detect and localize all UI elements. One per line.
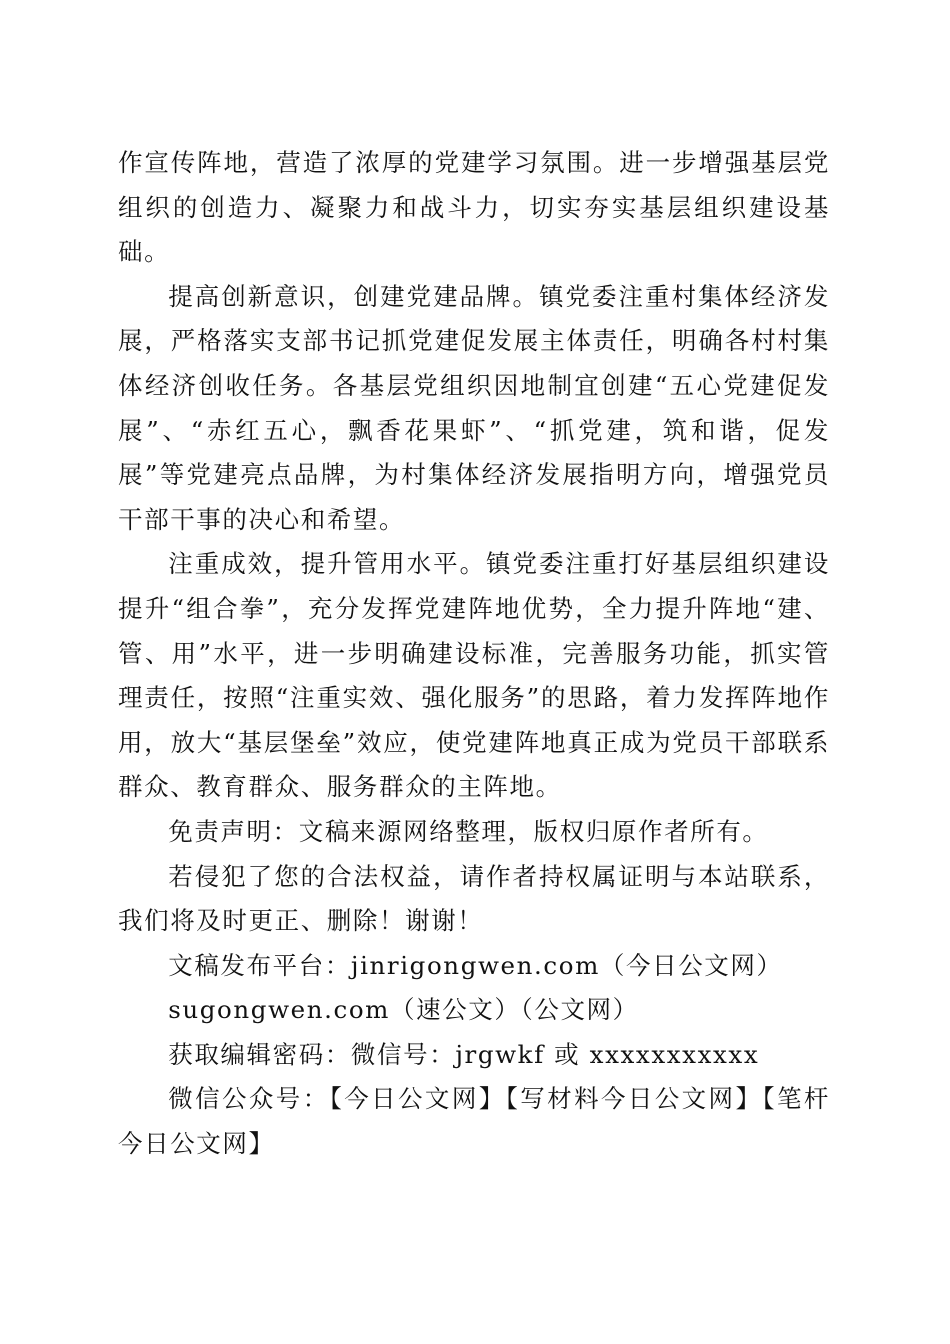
paragraph-1: 作宣传阵地，营造了浓厚的党建学习氛围。进一步增强基层党组织的创造力、凝聚力和战斗力，切实夯实基层组织建设基础。 <box>118 148 830 267</box>
paragraph-2: 提高创新意识，创建党建品牌。镇党委注重村集体经济发展，严格落实支部书记抓党建促发展主体责任，明确各村村集体经济创收任务。各基层党组织因地制宜创建“五心党建促发展”、“赤红五心，飘香花果虾”、“抓党建，筑和谐，促发展”等党建亮点品牌，为村集体经济发展指明方向，增强党员干部干事的决心和希望。 <box>118 281 830 534</box>
edit-password-info: 获取编辑密码：微信号：jrgwkf 或 xxxxxxxxxxx <box>168 1039 760 1069</box>
paragraph-3: 注重成效，提升管用水平。镇党委注重打好基层组织建设提升“组合拳”，充分发挥党建阵地优势，全力提升阵地“建、管、用”水平，进一步明确建设标准，完善服务功能，抓实管理责任，按照“注重实效、强化服务”的思路，着力发挥阵地作用，放大“基层堡垒”效应，使党建阵地真正成为党员干部联系群众、教育群众、服务群众的主阵地。 <box>118 549 830 802</box>
publish-platform: 文稿发布平台：jinrigongwen.com（今日公文网） <box>168 950 783 980</box>
document-body <box>118 141 830 1167</box>
disclaimer-paragraph: 免责声明：文稿来源网络整理，版权归原作者所有。 <box>168 816 769 846</box>
alt-site: sugongwen.com（速公文）（公文网） <box>168 995 639 1025</box>
infringement-notice: 若侵犯了您的合法权益，请作者持权属证明与本站联系，我们将及时更正、删除！谢谢！ <box>118 861 830 936</box>
wechat-accounts: 微信公众号：【今日公文网】【写材料今日公文网】【笔杆今日公文网】 <box>118 1084 830 1159</box>
